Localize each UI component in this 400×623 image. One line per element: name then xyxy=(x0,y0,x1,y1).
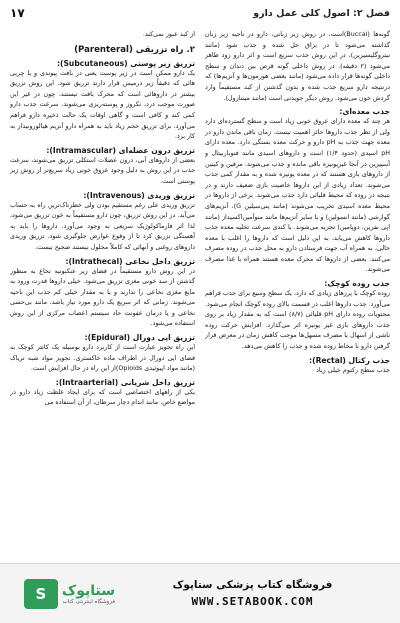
heading-intrathecal: تزریق داخل نخاعی (Intrathecal): xyxy=(65,256,195,266)
paragraph-small-intestine: روده کوچک با پرزهای زیادی که دارد، یک سطح وسیع برای جذب فراهم می‌آورد. جذب داروها اغلب در قسمت بالای روده کوچک انجام می‌شود. محتویات روده دارای pH قلیائی (۸/۷) است که به مقدار زیاد بر روی جذب داروهای بازی غیر یونیزه اثر می‌گذارد. افزایش حرکت روده ناشی از اسهال یا مصرف مسهل‌ها موجب کاهش زمان در معرض قرار گرفتن دارو با مخاط روده شده و جذب را کاهش می‌دهد. xyxy=(205,290,390,351)
logo-wordmark: ستاپوک xyxy=(61,582,115,599)
left-column xyxy=(10,30,195,561)
heading-intravenous: تزریق وریدی (Intravenous): xyxy=(83,190,195,200)
paragraph-carryover: از کبد عبور نمی‌کند. xyxy=(142,31,195,38)
paragraph-subcutaneous: یک دارو ممکن است در زیر پوست یعنی در بافت پیوندی و یا چربی هائی که دقیقاً زیر درمیس قرار دارند تزریق شود. این روش تزریق بیشتر در داروهائی است که محرک بافت نیستند، چون در غیر این صورت موجب درد، نکروز و پوسته‌ریزی می‌شوند. سرعت جذب دارو کمی کند و کافی است و گاهی اوقات یک حالت ذخیره دارو فراهم می‌آورد. برای تزریق حجم زیاد باید به همراه دارو آنزیم هیالورونیداز به کار برد. xyxy=(10,69,195,141)
heading-epidural: تزریق اپی دورال (Epidural): xyxy=(84,333,195,343)
page-number: ۱۷ xyxy=(10,6,25,20)
paragraph-intraarterial: یکی از راههای اختصاصی است که برای ایجاد غلظت زیاد دارو در مواضع خاص، مانند اندام دچار سرطان، از آن استفاده می xyxy=(10,388,195,407)
paragraph-intramuscular: بعضی از داروهای آبی، درون عضلات استکلی تزریق می‌شوند، سرعت جذب در این روش به دلیل وجود عروق خونی زیاد سریع‌تر از روش زیر پوستی است. xyxy=(10,156,195,185)
paragraph-stomach: هر چند که معده دارای عروق خونی زیاد است و سطح گسترده‌ای دارد ولی از نظر جذب داروها حائز اهمیت نیست. زمان باقی ماندن دارو در معده جهت جذب به pH دارو و حرکت معده بستگی دارد. معده دارای pH اسیدی (حدود ۱/۴) است و داروهای اسیدی مانند فنوباربیتال و آسپیرین در آنجا غیریونیزه باقی مانده و جذب می‌شوند. مرفین و کینین از داروهای بازی هستند که در معده یونیزه شده و به مقدار کمی جذب می‌شوند. تعداد زیادی از این داروها خاصیت بازی ضعیف دارند و در نتیجه در روده که محیط قلیائی دارد جذب می‌شوند. برخی از داروها در محیط معده اسیدی تخریب می‌شوند (مانند پنی‌سیلین G)، آنزیم‌های گوارشی (مانند انسولین) و یا سایر آنزیم‌ها مانند منوآمین‌اکسیداز (مانند اپی نفرین، دوپامین) تجزیه می‌شوند. با کندی سرعت تخلیه معده جذب داروها کاهش می‌یابد، به این دلیل است که داروها را اغلب با معده خالی، به همراه آب جهت فرستادن دارو به محل جذب در روده مصرف می‌کنند. بعضی از داروها که محرک معده هستند همراه با غذا مصرف می‌شوند. xyxy=(205,118,390,274)
store-footer xyxy=(0,563,400,623)
store-name: فروشگاه کتاب پزشکی ستاپوک xyxy=(172,579,333,591)
heading-rectal: جذب رکتال (Rectal): xyxy=(309,355,390,365)
paragraph-buccal: گونه‌ها (Buccal)است، در روش زیر زبانی، دارو در ناحیه زیر زبان گذاشته می‌شود تا در بزاق حل شده و جذب شود (مانند نیتروگلیسیرین)، در این روش جذب سریع است و اثر دارو زود ظاهر می‌شود (۲ دقیقه). در روش داخلی گونه قرص بین دندان و سطح داخلی گونه‌ها قرار داده می‌شود (مانند بعضی هورمون‌ها و آنزیم‌ها) که درنتیجه دارو سریع جذب شده و بدون گذشتن از کبد مستقیماً وارد گردش خون می‌شود. روش دیگر جویدنی است (مانند مینتازول). xyxy=(205,31,390,102)
text-columns xyxy=(10,30,390,561)
store-url-link[interactable]: WWW.SETABOOK.COM xyxy=(191,595,314,608)
page-header xyxy=(0,0,400,26)
heading-stomach-absorption: جذب معده‌ای: xyxy=(339,107,390,117)
heading-small-intestine: جذب روده کوچک: xyxy=(324,279,390,289)
heading-intramuscular: تزریق درون عضله‌ای (Intramascular): xyxy=(46,145,195,155)
logo-text xyxy=(62,583,115,605)
paragraph-epidural: این راه تجویز عبارت است از کاربرد دارو بوسیله یک کاتتر کوچک به فضای اپی دورال در اطراف ماده خاکستری. تجویز مواد شبه تریاک (مانند مواد اپیوئیدی Opioids)از این راه در حال افزایش است. xyxy=(10,344,195,373)
heading-subcutaneous: تزریق زیر پوستی (Subcutaneous): xyxy=(56,58,195,68)
right-column xyxy=(205,30,390,561)
paragraph-rectal: جذب سطح رکتوم خیلی زیاد xyxy=(316,366,390,374)
store-info xyxy=(115,579,390,608)
logo-subtitle: فروشگاه اینترنتی کتاب xyxy=(62,598,115,605)
logo-icon: S xyxy=(24,579,58,609)
chapter-title: فصل ۲: اصول کلی عمل دارو xyxy=(253,7,390,19)
store-logo xyxy=(10,579,115,609)
heading-parenteral: ۲. راه تزریقی (Parenteral) xyxy=(74,44,195,55)
paragraph-intrathecal: در این روش دارو مستقیماً در فضای زیر عنکبوتیه نخاع به منظور گذشتن از سد خونی مغزی تزریق می‌شود. خیلی داروها قدرت ورود به مایع مغزی نخاعی را ندارند و یا به مقدار خیلی کم جذب این ناحیه می‌شوند. زمانی که اثر سریع یک دارو مورد نیاز باشد، مانند بی‌حسی نخاعی و یا درمان عفونت حاد سیستم اعصاب مرکزی از این روش استفاده می‌شود. xyxy=(10,267,195,328)
heading-intraarterial: تزریق داخل شریانی (Intraarterial): xyxy=(55,377,195,387)
paragraph-intravenous: تزریق وریدی علی رغم مستقیم بودن ولی خطرناک‌ترین راه به حساب می‌آید. در این روش تزریق، چون دارو مستقیماً به خون تزریق می‌شود، لذا اثر فارماکولوژیک سریعی به وجود می‌آورد. داروها را باید به آهستگی تزریق کرد تا از وقوع عوارض جلوگیری شود. تزریق وریدی داروهای روغنی و آنهائی که کاملاً محلول نیستند صحیح نیست. xyxy=(10,201,195,251)
